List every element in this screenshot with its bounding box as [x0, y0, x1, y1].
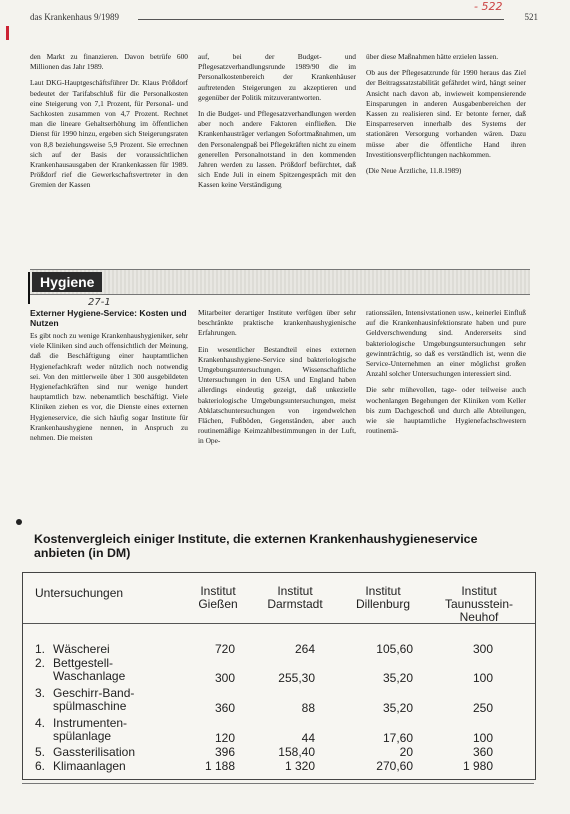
- row-label: Instrumenten-spülanlage: [53, 716, 128, 743]
- table-cell: 300: [214, 671, 235, 685]
- paragraph: Die sehr mühevollen, tage- oder teilweise auch wochenlangen Begehungen der Kliniken vom Keller bis zum Dachgeschoß und durch alle Abteilungen, wie sie hauptamtliche Hygienefachschwestern routinemä-: [366, 385, 526, 436]
- table-cell: 1 188: [204, 759, 235, 773]
- table-cell: 88: [301, 701, 315, 715]
- paragraph: Ob aus der Pflegesatzrunde für 1990 heraus das Ziel der Beitragssatzstabilität gefährdet wird, hängt seiner Ansicht nach davon ab, inwieweit kompensierende Einsparungen in anderen Ausgabenbereichen der Kassen zu realisieren sind. Er betonte ferner, daß Einsparreserven innerhalb des Systems der stationären Versorgung vorhanden wären. Dazu müsse aber die öffentliche Hand ihren Investitionsverpflichtungen nachkommen.: [366, 68, 526, 159]
- table-cell: 158,40: [278, 745, 315, 759]
- handwritten-section-number: 27-1: [88, 297, 111, 308]
- table-cell: 1 980: [462, 759, 493, 773]
- table-cell: 105,60: [376, 642, 413, 656]
- section-header-bar: [30, 269, 530, 295]
- journal-issue: das Krankenhaus 9/1989: [30, 12, 119, 22]
- article-column-3: [366, 308, 526, 514]
- table-row-label: [35, 657, 185, 685]
- table-cell: 720: [214, 642, 235, 656]
- table-row-label: [35, 746, 185, 760]
- table-cell: 44: [301, 731, 315, 745]
- table-cell: 270,60: [376, 759, 413, 773]
- paragraph: Es gibt noch zu wenige Krankenhaushygieniker, sehr viele Kliniken sind auch offensichtlich der Meinung, daß die Beschäftigung einer hauptamtlichen Hygienefachkraft weder nützlich noch notwendig sei. Von den mittlerweile über 1 300 ausgebildeten Hygienefachkräften sind nur wenige hundert hauptamtlich bzw. nebenamtlich beschäftigt. Viele Kliniken ziehen es vor, die Dienste eines externen Hygieneservice, die sich häufig sogar Institute für Krankenhaushygiene nennen, in Anspruch zu nehmen. Die meisten: [30, 331, 188, 443]
- row-label: Bettgestell-Waschanlage: [53, 656, 126, 683]
- header-divider: [23, 623, 535, 624]
- paragraph: Laut DKG-Hauptgeschäftsführer Dr. Klaus Prößdorf bedeutet der Tarifabschluß für die Personalkosten eine Steigerung von 7,1 Prozent, für Personal- und Sachkosten zusammen von 4,7 Prozent. Rechnet man die lineare Gehaltserhöhung im öffentlichen Dienst für 1990 hinzu, ergeben sich Steigerungsraten von 8,8 beziehungsweise 5,9 Prozent. Sie errechnen sich auf der Basis der voraussichtlichen Krankenhausausgaben der Krankenkassen für 1989. Prößdorf rief die Gewerkschaftsvertreter in den Gremien der Kassen: [30, 78, 188, 190]
- table-title: Kostenvergleich einiger Institute, die externen Krankenhaushygieneservice anbieten (in DM): [34, 532, 478, 560]
- column-header-dillenburg: Institut Dillenburg: [355, 584, 411, 611]
- table-cell: 100: [472, 731, 493, 745]
- red-margin-mark: [6, 26, 9, 40]
- table-cell: 120: [214, 731, 235, 745]
- column-header-untersuchungen: Untersuchungen: [35, 586, 124, 600]
- cost-comparison-table: [22, 572, 536, 780]
- top-column-3: [366, 52, 526, 264]
- paragraph: In die Budget- und Pflegesatzverhandlungen werden aber noch andere Faktoren einfließen. Die Krankenhausträger verlangen Sofortmaßnahmen, um den Personalengpaß bei Pflegekräften nicht zu einem generellen Personalnotstand in den kommenden Jahren werden zu lassen. Prößdorf befürchtet, daß sich Ende Juli in einem Spitzengespräch mit den Kassen keine Verständigung: [198, 109, 356, 190]
- table-cell: 255,30: [278, 671, 315, 685]
- table-row-label: [35, 687, 185, 715]
- row-number: 4.: [35, 716, 46, 730]
- top-column-1: [30, 52, 188, 264]
- table-cell: 100: [472, 671, 493, 685]
- source-citation: (Die Neue Ärztliche, 11.8.1989): [366, 166, 462, 176]
- article-column-2: [198, 308, 356, 514]
- paragraph: rationssälen, Intensivstationen usw., keinerlei Einfluß auf die Krankenhausinfektionsrate haben und pure Geldverschwendung sind. Andererseits sind bakteriologische Umgebungsuntersuchungen sehr gewinnträchtig, so daß es verständlich ist, wenn die Service-Unternehmen an einer möglichst großen Anzahl solcher Untersuchungen interessiert sind.: [366, 308, 526, 379]
- paragraph: den Markt zu finanzieren. Davon betrüfe 600 Millionen das Jahr 1989.: [30, 52, 188, 72]
- top-column-2: [198, 52, 356, 264]
- column-header-darmstadt: Institut Darmstadt: [267, 584, 323, 611]
- paragraph: auf, bei der Budget- und Pflegesatzverhandlungsrunde 1989/90 die im Personalkostenbereich der Krankenhäuser auftretenden Steigerungen zu akzeptieren und gegenüber der Politik mitzuverantworten.: [198, 52, 356, 102]
- paragraph: Mitarbeiter derartiger Institute verfügen über sehr beschränkte praktische krankenhaushygienische Erfahrungen.: [198, 308, 356, 338]
- handwritten-page-note: - 522: [474, 0, 503, 13]
- row-number: 1.: [35, 642, 46, 656]
- table-cell: 35,20: [382, 671, 413, 685]
- table-cell: 360: [472, 745, 493, 759]
- article-title: Externer Hygiene-Service: Kosten und Nutzen: [30, 308, 187, 328]
- paragraph: Ein wesentlicher Bestandteil eines externen Krankenhaushygiene-Service sind bakteriologische Umgebungsuntersuchungen. Wissenschaftliche Untersuchungen in den USA und England haben allerdings eindeutig gezeigt, daß unkezielle bakteriologische Umgebungsuntersuchungen, meist Abklatschuntersuchungen von irgendwelchen Flächen, Fußböden, Gegenständen, aber auch routinemäßige Keimzahlbestimmungen in der Luft, in Ope-: [198, 344, 356, 446]
- table-row-label: [35, 717, 185, 745]
- row-number: 5.: [35, 745, 46, 759]
- page-number: 521: [524, 12, 538, 22]
- table-cell: 20: [399, 745, 413, 759]
- table-cell: 300: [472, 642, 493, 656]
- table-cell: 396: [214, 745, 235, 759]
- section-title: Hygiene: [32, 272, 102, 292]
- page-header: [30, 10, 538, 24]
- table-cell: 360: [214, 701, 235, 715]
- table-row-label: [35, 643, 185, 657]
- row-number: 2.: [35, 656, 46, 670]
- article-column-1: [30, 308, 188, 514]
- table-cell: 264: [294, 642, 315, 656]
- row-number: 6.: [35, 759, 46, 773]
- row-label: Wäscherei: [53, 642, 110, 656]
- row-label: Geschirr-Band-spülmaschine: [53, 686, 135, 713]
- footer-rule: [22, 783, 534, 784]
- table-cell: 250: [472, 701, 493, 715]
- row-number: 3.: [35, 686, 46, 700]
- header-rule: [138, 19, 504, 20]
- paragraph: über diese Maßnahmen hätte erzielen lassen.: [366, 52, 499, 61]
- table-cell: 1 320: [284, 759, 315, 773]
- table-row-label: [35, 760, 185, 774]
- row-label: Klimaanlagen: [53, 759, 126, 773]
- column-header-giessen: Institut Gießen: [198, 584, 238, 611]
- row-label: Gassterilisation: [53, 745, 136, 759]
- bullet-mark: [16, 519, 22, 525]
- table-cell: 35,20: [382, 701, 413, 715]
- table-cell: 17,60: [382, 731, 413, 745]
- column-header-taunusstein: Institut Taunusstein-Neuhof: [444, 584, 514, 624]
